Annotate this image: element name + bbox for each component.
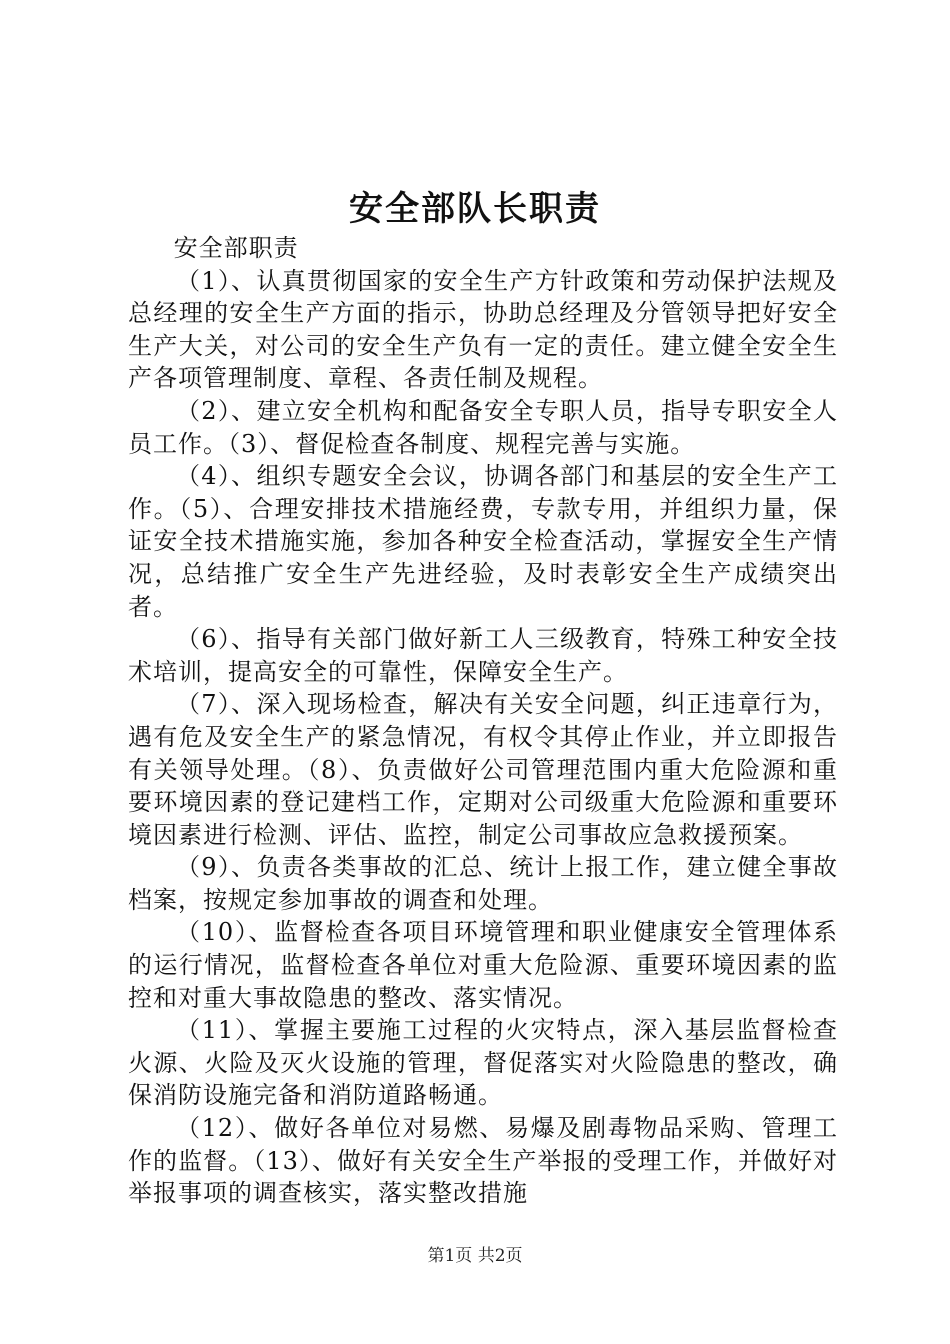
paragraph-11: （11）、掌握主要施工过程的火灾特点，深入基层监督检查火源、火险及灭火设施的管理，督促落实对火险隐患的整改，确保消防设施完备和消防道路畅通。 <box>128 1016 838 1110</box>
paragraph-6: （6）、指导有关部门做好新工人三级教育，特殊工种安全技术培训，提高安全的可靠性，保障安全生产。 <box>128 625 838 686</box>
document-body <box>128 232 838 1210</box>
paragraph-1: （1）、认真贯彻国家的安全生产方针政策和劳动保护法规及总经理的安全生产方面的指示，协助总经理及分管领导把好安全生产大关，对公司的安全生产负有一定的责任。建立健全安全生产各项管理制度、章程、各责任制及规程。 <box>128 266 838 393</box>
document-title: 安全部队长职责 <box>349 189 601 229</box>
paragraph-4: （4）、组织专题安全会议，协调各部门和基层的安全生产工作。（5）、合理安排技术措施经费，专款专用，并组织力量，保证安全技术措施实施，参加各种安全检查活动，掌握安全生产情况，总结推广安全生产先进经验，及时表彰安全生产成绩突出者。 <box>128 462 838 621</box>
paragraph-9: （9）、负责各类事故的汇总、统计上报工作，建立健全事故档案，按规定参加事故的调查和处理。 <box>128 853 838 914</box>
paragraph-12: （12）、做好各单位对易燃、易爆及剧毒物品采购、管理工作的监督。（13）、做好有关安全生产举报的受理工作，并做好对举报事项的调查核实，落实整改措施 <box>128 1114 838 1208</box>
paragraph-2: （2）、建立安全机构和配备安全专职人员，指导专职安全人员工作。（3）、督促检查各制度、规程完善与实施。 <box>128 396 838 458</box>
paragraph-10: （10）、监督检查各项目环境管理和职业健康安全管理体系的运行情况，监督检查各单位对重大危险源、重要环境因素的监控和对重大事故隐患的整改、落实情况。 <box>128 918 838 1012</box>
section-heading: 安全部职责 <box>173 234 299 262</box>
paragraph-7: （7）、深入现场检查，解决有关安全问题，纠正违章行为，遇有危及安全生产的紧急情况，有权令其停止作业，并立即报告有关领导处理。（8）、负责做好公司管理范围内重大危险源和重要环境因素的登记建档工作，定期对公司级重大危险源和重要环境因素进行检测、评估、监控，制定公司事故应急救援预案。 <box>128 690 838 849</box>
page-footer: 第1页 共2页 <box>427 1246 523 1266</box>
